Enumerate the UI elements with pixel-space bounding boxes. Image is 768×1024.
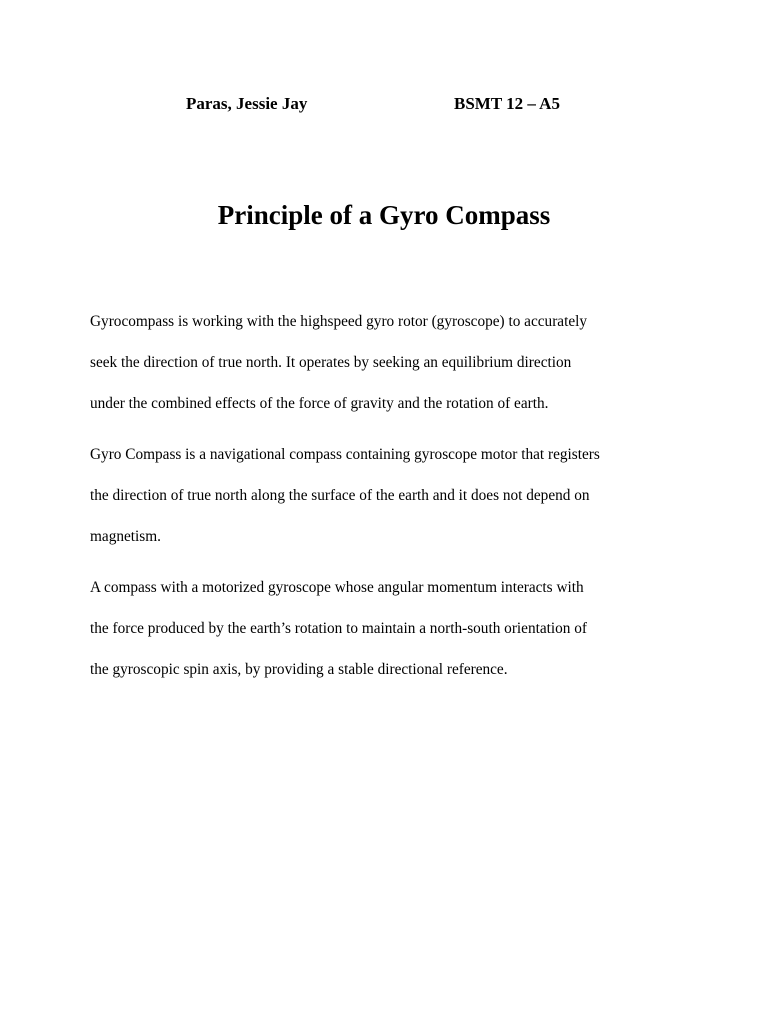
- paragraph-line: Gyrocompass is working with the highspeed gyro rotor (gyroscope) to accurately: [90, 313, 588, 330]
- class-section: BSMT 12 – A5: [454, 94, 560, 113]
- author-name: Paras, Jessie Jay: [186, 94, 308, 113]
- paragraph-line: Gyro Compass is a navigational compass containing gyroscope motor that registers: [90, 446, 600, 463]
- paragraph-line: the force produced by the earth’s rotation to maintain a north-south orientation of: [90, 620, 587, 637]
- document-body: [90, 301, 690, 700]
- paragraph: [90, 434, 690, 557]
- page-title: Principle of a Gyro Compass: [217, 200, 551, 230]
- paragraph-line: seek the direction of true north. It operates by seeking an equilibrium direction: [90, 354, 572, 371]
- paragraph-line: A compass with a motorized gyroscope whose angular momentum interacts with: [90, 579, 584, 596]
- paragraph-line: under the combined effects of the force of gravity and the rotation of earth.: [90, 395, 549, 412]
- paragraph: [90, 301, 690, 424]
- paragraph-line: magnetism.: [90, 528, 161, 545]
- paragraph: [90, 567, 690, 690]
- paragraph-line: the direction of true north along the surface of the earth and it does not depend on: [90, 487, 590, 504]
- paragraph-line: the gyroscopic spin axis, by providing a stable directional reference.: [90, 661, 508, 678]
